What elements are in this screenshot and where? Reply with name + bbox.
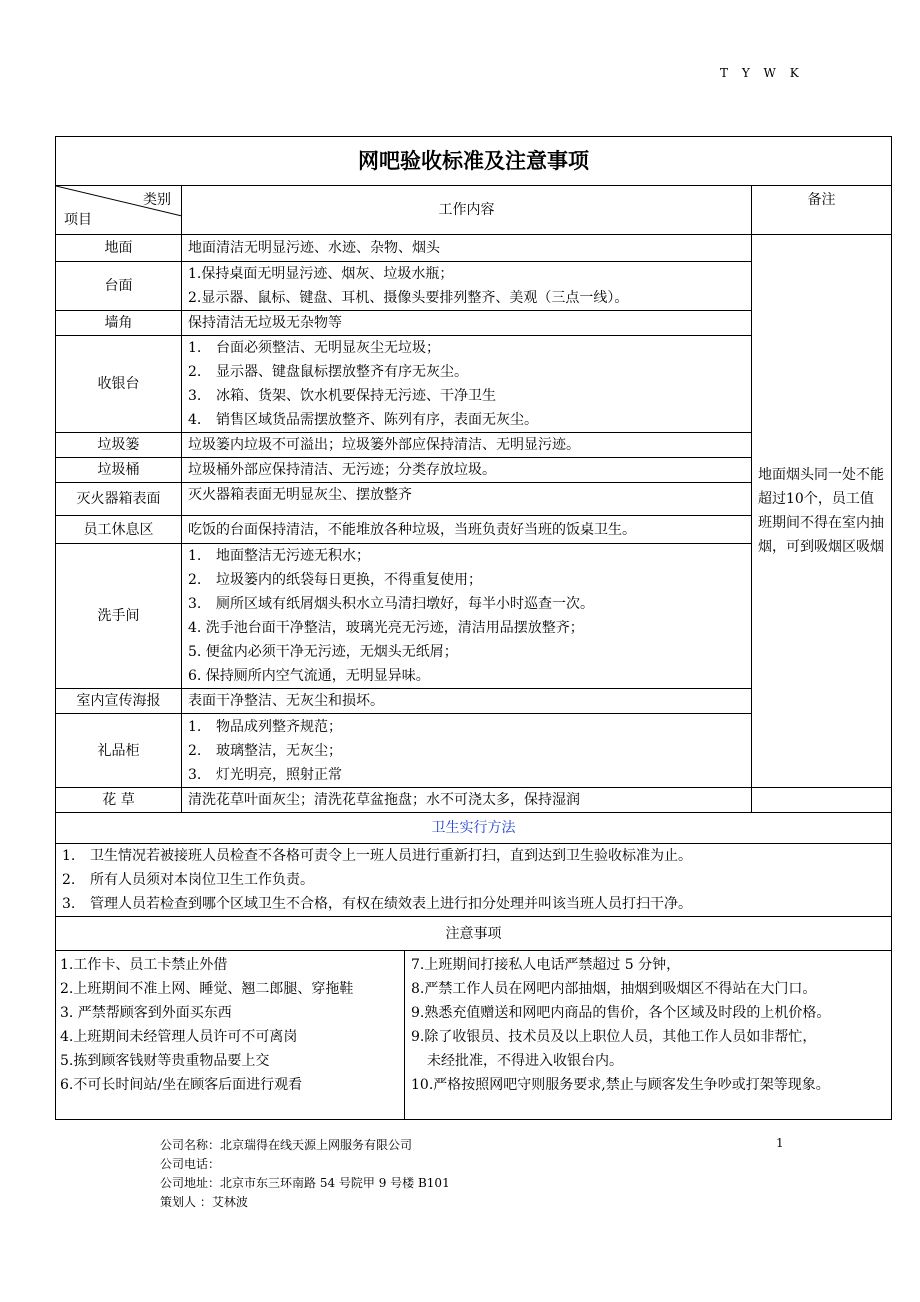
content-line: 保持清洁无垃圾无杂物等 [188,315,342,331]
row-content [182,516,752,544]
row-content [182,689,752,714]
remark-header: 备注 [752,186,892,235]
row-item: 垃圾篓 [56,433,182,458]
list-text: 垃圾篓内的纸袋每日更换，不得重复使用； [216,572,482,588]
method-item [62,868,885,892]
list-number: 4. [188,412,202,428]
notes-left [56,951,405,1119]
content-line: 2.显示器、鼠标、键盘、耳机、摄像头要排列整齐、美观（三点一线）。 [188,290,629,306]
content-line [188,715,745,739]
content-line [188,336,745,360]
company-phone: 公司电话： [160,1157,221,1171]
list-text: 地面整洁无污迹无积水； [216,548,370,564]
row-item: 收银台 [56,336,182,433]
list-text: 玻璃整洁，无灰尘； [216,742,342,759]
content-line [188,544,745,568]
list-text: 显示器、键盘鼠标摆放整齐有序无灰尘。 [216,364,468,380]
remark-cell: 地面烟头同一处不能超过10个，员工值班期间不得在室内抽烟，可到吸烟区吸烟 [752,235,892,788]
row-content [182,336,752,433]
list-number: 3. [188,766,202,783]
diagonal-header-cell [56,186,182,235]
list-number: 1. [188,718,202,735]
list-number: 2. [188,364,202,380]
company-name: 公司名称：北京瑞得在线天源上网服务有限公司 [160,1138,413,1152]
list-number: 1. [62,848,76,864]
list-number: 1. [188,340,202,356]
content-line: 表面干净整洁、无灰尘和损坏。 [188,693,384,709]
method-list [56,844,892,917]
note-item: 1.工作卡、员工卡禁止外借 [60,957,228,973]
row-content [182,544,752,689]
content-line [188,739,745,763]
row-item: 墙角 [56,311,182,336]
list-number: 2. [188,742,202,759]
standards-table [55,136,892,1120]
row-item: 花 草 [56,788,182,813]
note-item: 3. 严禁帮顾客到外面买东西 [60,1005,232,1021]
content-line: 地面清洁无明显污迹、水迹、杂物、烟头 [188,240,440,256]
method-item [62,844,885,868]
page-title: 网吧验收标准及注意事项 [56,137,892,186]
content-header: 工作内容 [182,186,752,235]
note-item: 9.除了收银员、技术员及以上职位人员，其他工作人员如非帮忙， [411,1029,817,1045]
content-line: 垃圾桶外部应保持清洁、无污迹；分类存放垃圾。 [188,462,496,478]
item-label: 项目 [64,212,92,228]
remark-empty [752,788,892,813]
row-item: 台面 [56,262,182,311]
content-line [188,384,745,408]
planner: 策划人 ：艾林波 [160,1195,248,1209]
content-line: 垃圾篓内垃圾不可溢出；垃圾篓外部应保持清洁、无明显污迹。 [188,437,580,453]
content-line [188,763,745,787]
note-item: 9.熟悉充值赠送和网吧内商品的售价，各个区域及时段的上机价格。 [411,1005,831,1021]
list-text: 厕所区域有纸屑烟头积水立马清扫墩好，每半小时巡查一次。 [216,596,594,612]
content-line: 6. 保持厕所内空气流通，无明显异味。 [188,668,430,684]
list-text: 销售区域货品需摆放整齐、陈列有序，表面无灰尘。 [216,412,538,428]
row-content [182,311,752,336]
table-row [56,235,892,262]
method-text: 管理人员若检查到哪个区域卫生不合格，有权在绩效表上进行扣分处理并叫该当班人员打扫干净。 [90,896,692,912]
content-line: 1.保持桌面无明显污迹、烟灰、垃圾水瓶； [188,266,454,282]
note-item: 5.拣到顾客钱财等贵重物品要上交 [60,1053,270,1069]
content-line: 灭火器箱表面无明显灰尘、摆放整齐 [188,487,412,503]
row-content [182,235,752,262]
method-text: 所有人员须对本岗位卫生工作负责。 [90,872,314,888]
row-content [182,262,752,311]
page-number: 1 [776,1136,784,1150]
list-text: 冰箱、货架、饮水机要保持无污迹、干净卫生 [216,388,496,404]
content-line [188,592,745,616]
list-number: 3. [188,388,202,404]
content-line [188,360,745,384]
content-line: 清洗花草叶面灰尘；清洗花草盆拖盘；水不可浇太多，保持湿润 [188,792,580,808]
content-line [188,408,745,432]
note-item: 7.上班期间打接私人电话严禁超过 5 分钟， [411,957,681,973]
row-content [182,433,752,458]
note-item: 4.上班期间未经管理人员许可不可离岗 [60,1029,298,1045]
notes-title: 注意事项 [56,917,892,951]
list-number: 3. [62,896,76,912]
row-content [182,788,752,813]
row-item: 员工休息区 [56,516,182,544]
category-label: 类别 [143,192,171,208]
method-item [62,892,885,916]
company-address: 公司地址：北京市东三环南路 54 号院甲 9 号楼 B101 [160,1176,450,1190]
note-item: 6.不可长时间站/坐在顾客后面进行观看 [60,1077,303,1093]
footer [160,1136,450,1212]
content-line: 5. 便盆内必须干净无污迹，无烟头无纸屑； [188,644,458,660]
note-item: 10.严格按照网吧守则服务要求,禁止与顾客发生争吵或打架等现象。 [411,1077,830,1093]
list-text: 灯光明亮，照射正常 [216,766,342,783]
row-item: 洗手间 [56,544,182,689]
list-number: 2. [188,572,202,588]
note-item: 未经批准，不得进入收银台内。 [427,1053,623,1069]
row-item: 室内宣传海报 [56,689,182,714]
row-item: 礼品柜 [56,714,182,788]
row-item: 垃圾桶 [56,458,182,483]
list-text: 台面必须整洁、无明显灰尘无垃圾； [216,340,440,356]
list-number: 3. [188,596,202,612]
note-item: 2.上班期间不准上网、睡觉、翘二郎腿、穿拖鞋 [60,981,354,997]
list-text: 物品成列整齐规范； [216,718,342,735]
header-mark: T Y W K [720,66,804,80]
content-line: 4. 洗手池台面干净整洁，玻璃光亮无污迹，清洁用品摆放整齐； [188,620,584,636]
content-line: 吃饭的台面保持清洁，不能堆放各种垃圾，当班负责好当班的饭桌卫生。 [188,521,636,538]
list-number: 1. [188,548,202,564]
row-content [182,458,752,483]
note-item: 8.严禁工作人员在网吧内部抽烟，抽烟到吸烟区不得站在大门口。 [411,981,817,997]
row-content [182,714,752,788]
row-content [182,483,752,516]
content-line [188,568,745,592]
notes-right [405,951,891,1119]
table-row [56,788,892,813]
row-item: 地面 [56,235,182,262]
method-title: 卫生实行方法 [56,813,892,844]
method-text: 卫生情况若被接班人员检查不各格可责令上一班人员进行重新打扫，直到达到卫生验收标准为止。 [90,848,692,864]
notes-cell [56,951,892,1120]
row-item: 灭火器箱表面 [56,483,182,516]
list-number: 2. [62,872,76,888]
